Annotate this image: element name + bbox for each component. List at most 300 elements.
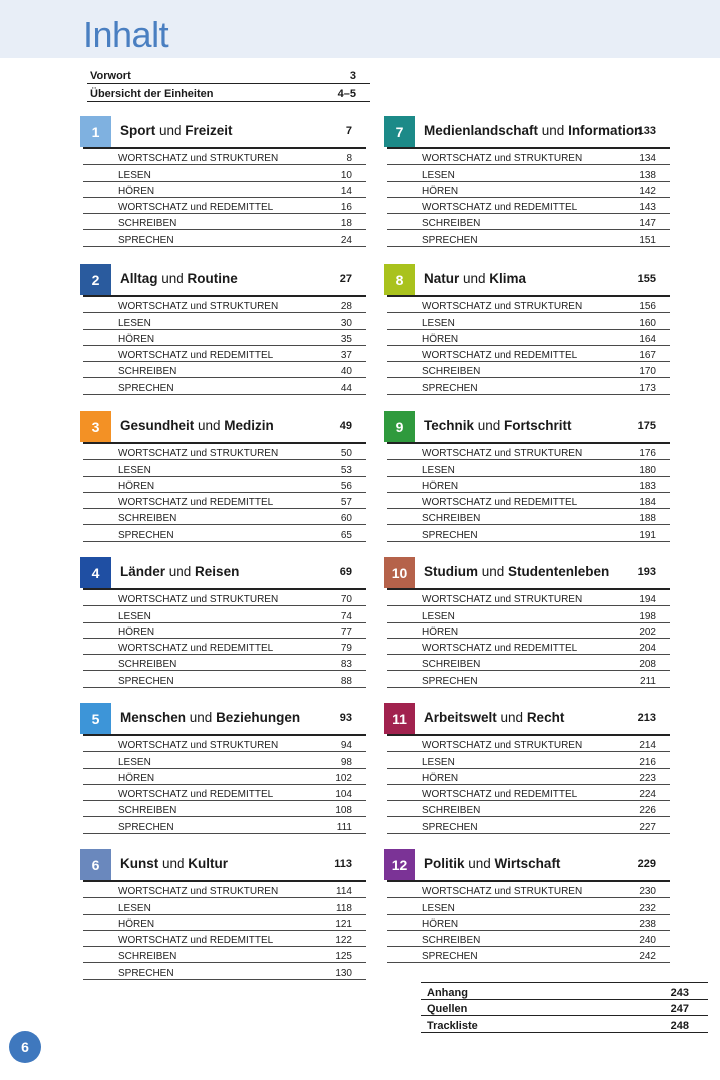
unit-title-keyword: Freizeit [185, 123, 233, 138]
toc-subentry-page: 184 [639, 497, 656, 509]
toc-subentry[interactable] [83, 769, 366, 785]
unit-title-keyword: Gesundheit [120, 418, 195, 433]
toc-subentry-page: 114 [336, 886, 352, 898]
toc-subentry-page: 242 [639, 951, 656, 963]
toc-subentry-label: SPRECHEN [422, 382, 478, 394]
toc-subentry[interactable] [83, 214, 366, 230]
toc-subentry-label: SPRECHEN [422, 234, 478, 246]
toc-subentry[interactable] [387, 931, 670, 947]
toc-subentry-label: WORTSCHATZ und REDEMITTEL [422, 497, 578, 509]
unit-block [83, 264, 366, 395]
toc-subentry-label: SCHREIBEN [422, 935, 481, 947]
toc-subentry[interactable] [387, 769, 670, 785]
unit-title-conjunction: und [538, 123, 569, 138]
toc-subentry-page: 24 [340, 234, 352, 246]
toc-subentry-label: SPRECHEN [118, 382, 174, 394]
toc-entry-label: Vorwort [90, 70, 131, 82]
toc-subentry-page: 224 [639, 789, 656, 801]
unit-title-keyword: Routine [187, 271, 238, 286]
toc-subentry-page: 53 [340, 464, 352, 476]
unit-page-number: 193 [637, 566, 656, 578]
toc-subentry-page: 122 [335, 935, 352, 947]
toc-subentry-label: SCHREIBEN [422, 513, 481, 525]
toc-subentry-page: 35 [340, 333, 352, 345]
unit-block [83, 411, 366, 542]
toc-subentry-label: LESEN [422, 169, 455, 181]
toc-subentry-page: 74 [340, 610, 352, 622]
unit-block [387, 116, 670, 247]
toc-subentry[interactable] [83, 655, 366, 671]
toc-subentry[interactable] [83, 230, 366, 246]
toc-subentry[interactable] [83, 525, 366, 541]
toc-subentry-label: SPRECHEN [422, 529, 478, 541]
toc-subentry[interactable] [83, 947, 366, 963]
toc-entry-uebersicht[interactable] [87, 84, 370, 102]
toc-subentry-page: 151 [639, 234, 656, 246]
toc-subentry[interactable] [387, 898, 670, 914]
toc-subentry-label: WORTSCHATZ und STRUKTUREN [422, 448, 583, 460]
unit-title [120, 710, 300, 725]
unit-header[interactable] [83, 264, 366, 297]
unit-page-number: 69 [339, 566, 352, 578]
toc-subentry[interactable] [83, 346, 366, 362]
toc-subentry[interactable] [387, 297, 670, 313]
unit-block [83, 557, 366, 688]
toc-subentry-page: 65 [340, 529, 352, 541]
unit-title-conjunction: und [474, 418, 505, 433]
toc-subentry-label: LESEN [118, 756, 151, 768]
unit-title-keyword: Kunst [120, 856, 159, 871]
unit-title-conjunction: und [464, 856, 495, 871]
toc-subentry-page: 204 [639, 643, 656, 655]
toc-subentry-page: 223 [639, 772, 656, 784]
toc-subentry-label: SCHREIBEN [118, 218, 177, 230]
unit-header[interactable] [83, 557, 366, 590]
unit-block [387, 264, 670, 395]
toc-subentry-page: 160 [639, 317, 656, 329]
toc-subentry-page: 214 [639, 740, 656, 752]
unit-number-badge: 11 [384, 703, 415, 734]
toc-subentry-page: 176 [639, 448, 656, 460]
unit-page-number: 175 [637, 420, 656, 432]
toc-subentry[interactable] [387, 444, 670, 460]
toc-subentry-page: 170 [639, 366, 656, 378]
toc-subentry-page: 83 [340, 659, 352, 671]
toc-subentry-label: WORTSCHATZ und STRUKTUREN [118, 594, 279, 606]
toc-subentry[interactable] [387, 362, 670, 378]
unit-page-number: 7 [345, 125, 352, 137]
toc-subentry[interactable] [83, 378, 366, 394]
unit-block [83, 116, 366, 247]
toc-subentry[interactable] [387, 509, 670, 525]
unit-title-conjunction: und [186, 710, 217, 725]
toc-subentry-label: WORTSCHATZ und STRUKTUREN [118, 740, 279, 752]
unit-title-conjunction: und [194, 418, 225, 433]
toc-subentry-page: 50 [340, 448, 352, 460]
unit-page-number: 113 [334, 858, 352, 870]
toc-subentry-page: 60 [340, 513, 352, 525]
toc-subentry[interactable] [83, 493, 366, 509]
unit-block [387, 703, 670, 834]
toc-subentry-page: 216 [639, 756, 656, 768]
toc-entry-quellen[interactable] [421, 1000, 708, 1017]
unit-block [387, 411, 670, 542]
toc-subentry[interactable] [387, 590, 670, 606]
toc-subentry[interactable] [83, 736, 366, 752]
toc-subentry-page: 142 [639, 185, 656, 197]
unit-title-keyword: Reisen [195, 564, 240, 579]
toc-subentry[interactable] [83, 817, 366, 833]
unit-title-keyword: Technik [424, 418, 475, 433]
toc-subentry-page: 240 [639, 935, 656, 947]
unit-block [387, 849, 670, 963]
page-title: Inhalt [83, 14, 169, 55]
toc-entry-page: 248 [670, 1019, 689, 1032]
toc-subentry-label: WORTSCHATZ und STRUKTUREN [118, 886, 279, 898]
unit-title-conjunction: und [158, 856, 189, 871]
toc-subentry-page: 70 [340, 594, 352, 606]
toc-subentry-label: SCHREIBEN [422, 805, 481, 817]
toc-subentry-label: WORTSCHATZ und REDEMITTEL [118, 935, 274, 947]
toc-subentry[interactable] [83, 606, 366, 622]
toc-entry-page: 3 [349, 70, 356, 82]
toc-subentry[interactable] [387, 230, 670, 246]
unit-number-badge: 9 [384, 411, 415, 442]
toc-subentry-label: LESEN [118, 464, 151, 476]
toc-subentry-label: WORTSCHATZ und STRUKTUREN [118, 301, 279, 313]
unit-title-conjunction: und [155, 123, 186, 138]
unit-number-badge: 8 [384, 264, 415, 295]
toc-subentry[interactable] [387, 149, 670, 165]
toc-subentry-page: 230 [639, 886, 656, 898]
unit-title [120, 564, 239, 579]
unit-title-conjunction: und [157, 271, 188, 286]
toc-subentry-label: LESEN [422, 902, 455, 914]
toc-subentry-page: 130 [335, 967, 352, 979]
toc-subentry[interactable] [387, 525, 670, 541]
toc-subentry[interactable] [387, 655, 670, 671]
toc-subentry-label: HÖREN [118, 185, 155, 197]
toc-subentry-page: 94 [340, 740, 352, 752]
toc-subentry-page: 156 [639, 301, 656, 313]
toc-subentry-label: SCHREIBEN [118, 805, 177, 817]
unit-number-badge: 5 [80, 703, 111, 734]
unit-block [83, 849, 366, 980]
toc-subentry-label: SCHREIBEN [118, 659, 177, 671]
toc-subentry-label: WORTSCHATZ und STRUKTUREN [422, 740, 583, 752]
toc-subentry[interactable] [83, 639, 366, 655]
toc-entry-label: Übersicht der Einheiten [90, 88, 214, 100]
toc-subentry-page: 10 [340, 169, 352, 181]
toc-subentry[interactable] [387, 477, 670, 493]
unit-title-keyword: Studentenleben [508, 564, 610, 579]
unit-title-keyword: Information [568, 123, 643, 138]
toc-subentry-page: 37 [340, 350, 352, 362]
toc-subentry-page: 173 [639, 382, 656, 394]
toc-entry-anhang[interactable] [421, 982, 708, 1000]
toc-subentry[interactable] [387, 198, 670, 214]
toc-subentry[interactable] [387, 801, 670, 817]
unit-header[interactable] [387, 703, 670, 736]
unit-title-keyword: Recht [526, 710, 565, 725]
unit-title-conjunction: und [165, 564, 196, 579]
toc-subentry[interactable] [387, 752, 670, 768]
unit-page-number: 27 [339, 273, 352, 285]
unit-block [387, 557, 670, 688]
toc-subentry-label: WORTSCHATZ und REDEMITTEL [118, 350, 274, 362]
unit-title [120, 123, 233, 138]
toc-subentry-label: WORTSCHATZ und REDEMITTEL [422, 643, 578, 655]
toc-subentry-label: WORTSCHATZ und STRUKTUREN [118, 448, 279, 460]
unit-title-keyword: Sport [120, 123, 156, 138]
toc-subentry[interactable] [83, 477, 366, 493]
toc-subentry-page: 44 [340, 382, 352, 394]
toc-subentry-page: 30 [340, 317, 352, 329]
toc-subentry-label: HÖREN [118, 626, 155, 638]
page-number-badge: 6 [9, 1031, 41, 1063]
toc-entry-label: Quellen [427, 1003, 468, 1015]
toc-subentry-label: WORTSCHATZ und STRUKTUREN [422, 886, 583, 898]
toc-subentry[interactable] [83, 752, 366, 768]
toc-subentry[interactable] [387, 330, 670, 346]
unit-header[interactable] [83, 116, 366, 149]
toc-subentry[interactable] [83, 801, 366, 817]
toc-subentry-label: LESEN [422, 464, 455, 476]
toc-subentry[interactable] [83, 460, 366, 476]
unit-title-keyword: Beziehungen [216, 710, 301, 725]
toc-subentry-label: HÖREN [118, 772, 155, 784]
toc-subentry-label: WORTSCHATZ und REDEMITTEL [118, 643, 274, 655]
toc-subentry[interactable] [83, 313, 366, 329]
toc-subentry-page: 104 [335, 789, 352, 801]
toc-subentry[interactable] [83, 297, 366, 313]
unit-page-number: 229 [637, 858, 656, 870]
unit-title [424, 856, 560, 871]
toc-subentry[interactable] [387, 947, 670, 963]
toc-subentry-label: WORTSCHATZ und STRUKTUREN [422, 153, 583, 165]
toc-subentry-page: 56 [340, 480, 352, 492]
toc-subentry-page: 125 [335, 951, 352, 963]
toc-subentry-page: 143 [639, 202, 656, 214]
toc-entry-vorwort[interactable] [87, 66, 370, 84]
front-matter-list [87, 66, 370, 102]
unit-number-badge: 6 [80, 849, 111, 880]
toc-subentry-label: SPRECHEN [118, 967, 174, 979]
toc-subentry[interactable] [83, 182, 366, 198]
toc-subentry-label: SPRECHEN [118, 234, 174, 246]
toc-subentry[interactable] [387, 915, 670, 931]
unit-title-keyword: Natur [424, 271, 460, 286]
toc-subentry-label: HÖREN [422, 918, 459, 930]
toc-subentry-label: HÖREN [422, 626, 459, 638]
toc-subentry[interactable] [83, 931, 366, 947]
toc-subentry-label: SCHREIBEN [422, 218, 481, 230]
toc-subentry[interactable] [83, 882, 366, 898]
unit-title-conjunction: und [478, 564, 509, 579]
toc-subentry[interactable] [83, 198, 366, 214]
toc-subentry-page: 118 [336, 902, 352, 914]
toc-subentry-label: LESEN [118, 610, 151, 622]
unit-title-keyword: Medizin [224, 418, 274, 433]
toc-subentry-label: WORTSCHATZ und REDEMITTEL [118, 497, 274, 509]
unit-number-badge: 3 [80, 411, 111, 442]
toc-subentry[interactable] [387, 817, 670, 833]
unit-title [120, 271, 238, 286]
toc-subentry-label: WORTSCHATZ und STRUKTUREN [422, 594, 583, 606]
toc-entry-label: Anhang [427, 986, 468, 999]
toc-subentry[interactable] [387, 460, 670, 476]
toc-entry-page: 4–5 [337, 88, 356, 100]
toc-subentry-label: HÖREN [118, 480, 155, 492]
toc-subentry-label: WORTSCHATZ und STRUKTUREN [422, 301, 583, 313]
toc-subentry[interactable] [83, 898, 366, 914]
toc-subentry[interactable] [387, 214, 670, 230]
toc-subentry-page: 121 [335, 918, 352, 930]
unit-header[interactable] [83, 849, 366, 882]
unit-title [120, 856, 228, 871]
unit-title-keyword: Studium [424, 564, 478, 579]
toc-subentry-label: HÖREN [422, 480, 459, 492]
toc-subentry[interactable] [387, 671, 670, 687]
unit-header[interactable] [387, 557, 670, 590]
toc-subentry-label: SPRECHEN [422, 675, 478, 687]
toc-subentry[interactable] [387, 182, 670, 198]
unit-title-keyword: Politik [424, 856, 465, 871]
toc-subentry-label: HÖREN [422, 772, 459, 784]
unit-page-number: 93 [339, 712, 352, 724]
toc-subentry-label: LESEN [118, 902, 151, 914]
toc-subentry[interactable] [387, 165, 670, 181]
toc-subentry[interactable] [83, 165, 366, 181]
toc-subentry-page: 88 [340, 675, 352, 687]
toc-subentry-page: 57 [340, 497, 352, 509]
toc-subentry[interactable] [387, 493, 670, 509]
unit-block [83, 703, 366, 834]
toc-subentry[interactable] [83, 915, 366, 931]
toc-subentry-page: 147 [639, 218, 656, 230]
unit-title-keyword: Fortschritt [504, 418, 572, 433]
toc-subentry-page: 226 [639, 805, 656, 817]
appendix-list [421, 982, 708, 1033]
toc-subentry-page: 102 [335, 772, 352, 784]
toc-subentry-label: LESEN [422, 610, 455, 622]
toc-subentry-page: 98 [340, 756, 352, 768]
toc-subentry[interactable] [387, 346, 670, 362]
toc-subentry-label: WORTSCHATZ und REDEMITTEL [422, 789, 578, 801]
unit-page-number: 49 [339, 420, 352, 432]
toc-entry-trackliste[interactable] [421, 1016, 708, 1033]
toc-subentry-label: SPRECHEN [118, 821, 174, 833]
unit-number-badge: 10 [384, 557, 415, 588]
unit-header[interactable] [387, 116, 670, 149]
toc-subentry-page: 79 [340, 643, 352, 655]
toc-subentry[interactable] [387, 639, 670, 655]
toc-subentry[interactable] [83, 671, 366, 687]
unit-title-keyword: Klima [489, 271, 527, 286]
toc-subentry-label: LESEN [422, 317, 455, 329]
toc-subentry-page: 232 [639, 902, 656, 914]
toc-subentry[interactable] [83, 623, 366, 639]
unit-number-badge: 1 [80, 116, 111, 147]
unit-title-keyword: Alltag [120, 271, 158, 286]
toc-subentry-page: 198 [639, 610, 656, 622]
toc-subentry[interactable] [387, 623, 670, 639]
toc-subentry-label: HÖREN [118, 333, 155, 345]
toc-subentry-page: 194 [639, 594, 656, 606]
toc-subentry-label: SPRECHEN [422, 951, 478, 963]
toc-subentry-page: 238 [639, 918, 656, 930]
toc-subentry-page: 211 [640, 675, 656, 687]
toc-subentry[interactable] [387, 785, 670, 801]
unit-header[interactable] [387, 849, 670, 882]
toc-subentry-label: HÖREN [422, 185, 459, 197]
unit-title [424, 710, 564, 725]
unit-title [424, 418, 572, 433]
toc-subentry-page: 164 [639, 333, 656, 345]
unit-title [424, 123, 642, 138]
toc-subentry-label: HÖREN [118, 918, 155, 930]
toc-subentry[interactable] [83, 330, 366, 346]
toc-subentry[interactable] [387, 378, 670, 394]
unit-page-number: 213 [637, 712, 656, 724]
toc-subentry-label: LESEN [422, 756, 455, 768]
toc-subentry[interactable] [83, 963, 366, 979]
toc-subentry-page: 28 [340, 301, 352, 313]
toc-subentry-page: 40 [340, 366, 352, 378]
toc-subentry-page: 111 [336, 821, 352, 833]
unit-header[interactable] [83, 411, 366, 444]
toc-subentry[interactable] [83, 362, 366, 378]
toc-subentry[interactable] [83, 149, 366, 165]
toc-subentry[interactable] [387, 313, 670, 329]
unit-title-keyword: Kultur [188, 856, 229, 871]
toc-subentry[interactable] [387, 882, 670, 898]
toc-subentry-label: SCHREIBEN [118, 366, 177, 378]
toc-subentry-label: WORTSCHATZ und REDEMITTEL [422, 350, 578, 362]
toc-subentry-label: SCHREIBEN [118, 951, 177, 963]
unit-title [120, 418, 274, 433]
toc-subentry-page: 77 [340, 626, 352, 638]
toc-subentry[interactable] [83, 590, 366, 606]
unit-header[interactable] [387, 264, 670, 297]
toc-subentry-label: LESEN [118, 169, 151, 181]
toc-subentry-page: 202 [639, 626, 656, 638]
unit-header[interactable] [387, 411, 670, 444]
toc-subentry-label: SPRECHEN [422, 821, 478, 833]
toc-subentry-page: 208 [639, 659, 656, 671]
toc-subentry-label: HÖREN [422, 333, 459, 345]
toc-subentry-page: 180 [639, 464, 656, 476]
unit-title-keyword: Medienlandschaft [424, 123, 539, 138]
toc-subentry-page: 108 [335, 805, 352, 817]
toc-subentry-page: 16 [340, 202, 352, 214]
toc-subentry-page: 134 [639, 153, 656, 165]
toc-subentry[interactable] [83, 785, 366, 801]
toc-subentry-page: 138 [639, 169, 656, 181]
toc-subentry[interactable] [83, 509, 366, 525]
unit-title [424, 564, 609, 579]
toc-subentry[interactable] [387, 736, 670, 752]
toc-subentry[interactable] [387, 606, 670, 622]
toc-subentry[interactable] [83, 444, 366, 460]
unit-number-badge: 7 [384, 116, 415, 147]
toc-subentry-page: 183 [639, 480, 656, 492]
toc-subentry-label: SCHREIBEN [422, 366, 481, 378]
toc-subentry-page: 14 [340, 185, 352, 197]
toc-entry-label: Trackliste [427, 1019, 478, 1032]
toc-subentry-page: 8 [346, 153, 352, 165]
unit-header[interactable] [83, 703, 366, 736]
